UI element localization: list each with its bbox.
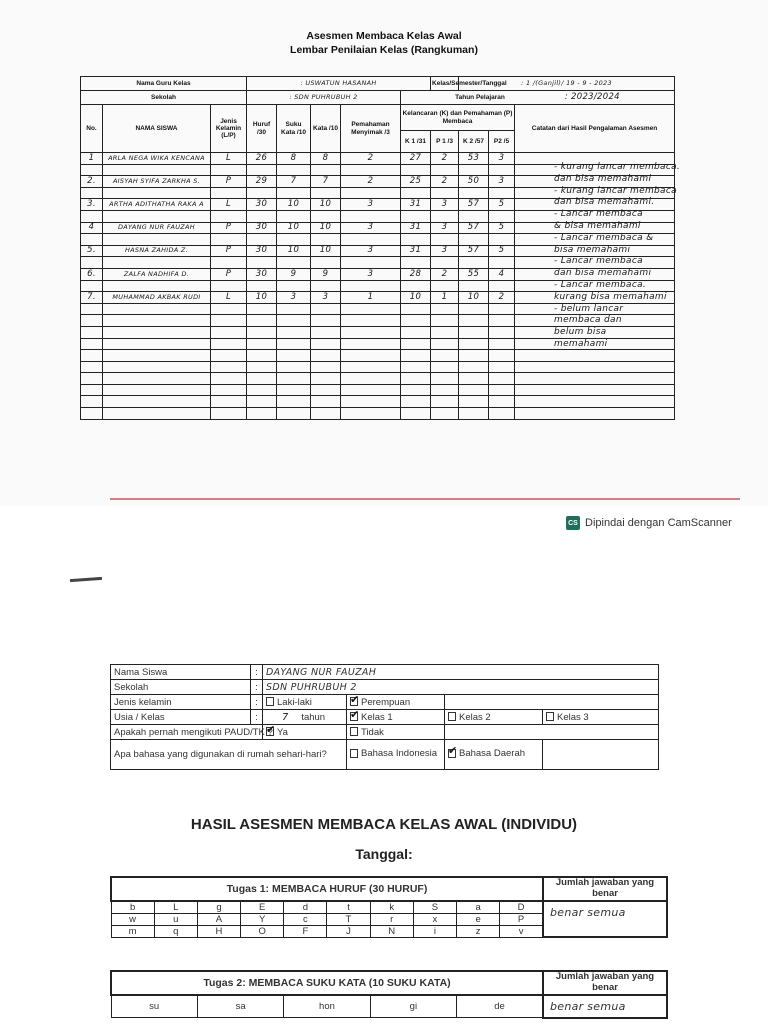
header-pemahaman: Pemahaman Menyimak /3 bbox=[341, 105, 401, 153]
usia-value-cell: 7 tahun bbox=[263, 710, 347, 725]
tahun-value: : 2023/2024 bbox=[564, 91, 620, 102]
header-p2: P2 /5 bbox=[489, 131, 515, 153]
note-line: - kurang lancar membaca bbox=[554, 185, 677, 196]
cell-p2: 3 bbox=[489, 176, 515, 188]
task1-answer: benar semua bbox=[543, 901, 667, 938]
cell-k1: 10 bbox=[401, 292, 431, 304]
table-row-blank bbox=[81, 350, 675, 362]
checkbox-bahasa-daerah[interactable] bbox=[448, 749, 456, 758]
cell-no: 7. bbox=[81, 292, 103, 304]
camscanner-icon: CS bbox=[566, 516, 580, 530]
task1-title: Tugas 1: MEMBACA HURUF (30 HURUF) bbox=[111, 877, 543, 901]
table-header bbox=[81, 105, 675, 131]
letter-cell: S bbox=[413, 901, 456, 914]
letter-cell: T bbox=[327, 913, 370, 925]
cell-kata: 9 bbox=[311, 268, 341, 280]
cell-kata: 7 bbox=[311, 176, 341, 188]
letter-cell: r bbox=[370, 913, 413, 925]
note-line: dan bisa memahami. bbox=[554, 197, 655, 208]
note-line: bisa memahami bbox=[554, 244, 631, 255]
letter-cell: d bbox=[284, 901, 327, 914]
cell-k2: 10 bbox=[459, 292, 489, 304]
assessment-notes bbox=[554, 162, 734, 351]
usia-label: Usia / Kelas bbox=[111, 710, 251, 725]
cell-p1: 2 bbox=[431, 268, 459, 280]
cell-k1: 31 bbox=[401, 199, 431, 211]
table-row-blank bbox=[81, 408, 675, 420]
note-line: dan bisa memahami bbox=[554, 173, 652, 184]
cell-pem: 2 bbox=[341, 176, 401, 188]
letter-cell: O bbox=[241, 925, 284, 937]
note-line: - kurang lancar membaca. bbox=[554, 162, 681, 172]
header-kata: Kata /10 bbox=[311, 105, 341, 153]
sekolah-value: : SDN PUHRUBUH 2 bbox=[247, 91, 401, 105]
checkbox-kelas-1[interactable] bbox=[350, 712, 358, 721]
letter-cell: i bbox=[413, 925, 456, 937]
header-k2: K 2 /57 bbox=[459, 131, 489, 153]
cell-huruf: 29 bbox=[247, 176, 277, 188]
info-row-sekolah bbox=[81, 91, 675, 105]
checkbox-perempuan[interactable] bbox=[350, 697, 358, 706]
task2-title: Tugas 2: MEMBACA SUKU KATA (10 SUKU KATA) bbox=[111, 971, 543, 995]
letter-cell: E bbox=[241, 901, 284, 914]
note-line: membaca dan bbox=[554, 315, 622, 326]
header-no: No. bbox=[81, 105, 103, 153]
table-row-blank bbox=[81, 396, 675, 408]
cell-k1: 31 bbox=[401, 222, 431, 234]
cell-pem: 3 bbox=[341, 199, 401, 211]
pen-mark bbox=[70, 577, 102, 582]
cell-jk: L bbox=[211, 199, 247, 211]
info-row-guru bbox=[81, 77, 675, 91]
cell-pem: 3 bbox=[341, 245, 401, 257]
cell-no: 5. bbox=[81, 245, 103, 257]
cell-nama: DAYANG NUR FAUZAH bbox=[103, 222, 211, 234]
page-separator bbox=[110, 498, 740, 500]
bahasa-option-indonesia: Bahasa Indonesia bbox=[347, 740, 445, 770]
header-huruf: Huruf /30 bbox=[247, 105, 277, 153]
cell-k1: 27 bbox=[401, 153, 431, 165]
jk-option-perempuan: ✔ Perempuan bbox=[347, 695, 445, 710]
cell-k1: 31 bbox=[401, 245, 431, 257]
individual-title: HASIL ASESMEN MEMBACA KELAS AWAL (INDIVIDU) bbox=[190, 816, 578, 833]
page-subtitle: Lembar Penilaian Kelas (Rangkuman) bbox=[290, 44, 478, 56]
paud-option-ya: ✔ Ya bbox=[263, 725, 347, 740]
cell-suku: 10 bbox=[277, 199, 311, 211]
cell-suku: 7 bbox=[277, 176, 311, 188]
checkbox-tidak[interactable] bbox=[350, 727, 358, 736]
cell-p1: 1 bbox=[431, 292, 459, 304]
camscanner-watermark bbox=[566, 514, 732, 532]
cell-k2: 55 bbox=[459, 268, 489, 280]
cell-jk: L bbox=[211, 292, 247, 304]
cell-nama: HASNA ZAHIDA Z. bbox=[103, 245, 211, 257]
cell-pem: 2 bbox=[341, 153, 401, 165]
checkbox-ya[interactable] bbox=[266, 727, 274, 736]
task2-jumlah-header: Jumlah jawaban yang benar bbox=[543, 971, 667, 995]
letter-row bbox=[111, 901, 667, 914]
cell-nama: ARLA NEGA WIKA KENCANA bbox=[103, 153, 211, 165]
checkbox-kelas-3[interactable] bbox=[546, 712, 554, 721]
cell-suku: 9 bbox=[277, 268, 311, 280]
cell-no: 3. bbox=[81, 199, 103, 211]
letter-cell: A bbox=[197, 913, 240, 925]
task1-table bbox=[110, 876, 668, 938]
letter-cell: w bbox=[111, 913, 154, 925]
date-label: Tanggal: bbox=[355, 846, 413, 862]
header-suku: Suku Kata /10 bbox=[277, 105, 311, 153]
cell-huruf: 26 bbox=[247, 153, 277, 165]
note-line: - Lancar membaca bbox=[554, 209, 643, 220]
cell-huruf: 30 bbox=[247, 245, 277, 257]
cell-no: 6. bbox=[81, 268, 103, 280]
cell-kata: 3 bbox=[311, 292, 341, 304]
checkbox-kelas-2[interactable] bbox=[448, 712, 456, 721]
student-identity-table: Nama Siswa : DAYANG NUR FAUZAH Sekolah : SDN PUHRUBUH 2 Jenis kelamin : Laki-laki ✔ Perempuan Usia / Kelas : 7 tahun ✔ Kelas 1 Kelas 2 Kelas 3 Apakah pernah mengikuti PAUD/TK ? ✔ Ya Tidak Apa bahasa yang digunakan di rumah sehari-hari? Bahasa Indonesia ✔ Bahasa Daerah bbox=[110, 664, 659, 770]
cell-pem: 3 bbox=[341, 222, 401, 234]
cell-kata: 10 bbox=[311, 199, 341, 211]
letter-cell: g bbox=[197, 901, 240, 914]
cell-p1: 2 bbox=[431, 153, 459, 165]
note-line: - Lancar membaca bbox=[554, 256, 643, 267]
note-line: - Lancar membaca. bbox=[554, 279, 647, 290]
cell-pem: 1 bbox=[341, 292, 401, 304]
cell-no: 4 bbox=[81, 222, 103, 234]
cell-k2: 57 bbox=[459, 245, 489, 257]
cell-huruf: 30 bbox=[247, 222, 277, 234]
note-line: memahami bbox=[554, 338, 608, 349]
syllable-cell: su bbox=[111, 995, 197, 1018]
header-k1: K 1 /31 bbox=[401, 131, 431, 153]
letter-cell: H bbox=[197, 925, 240, 937]
cell-suku: 10 bbox=[277, 245, 311, 257]
cell-jk: P bbox=[211, 245, 247, 257]
cell-k2: 57 bbox=[459, 222, 489, 234]
cell-p1: 3 bbox=[431, 245, 459, 257]
cell-p2: 5 bbox=[489, 199, 515, 211]
letter-cell: m bbox=[111, 925, 154, 937]
jk-label: Jenis kelamin bbox=[111, 695, 251, 710]
letter-cell: q bbox=[154, 925, 197, 937]
letter-cell: k bbox=[370, 901, 413, 914]
cell-k1: 28 bbox=[401, 268, 431, 280]
kelas-option-1: ✔ Kelas 1 bbox=[347, 710, 445, 725]
page-title: Asesmen Membaca Kelas Awal bbox=[306, 30, 462, 42]
guru-label: Nama Guru Kelas bbox=[81, 77, 247, 91]
letter-cell: z bbox=[457, 925, 500, 937]
cell-nama: ARTHA ADITHATHA RAKA A bbox=[103, 199, 211, 211]
kelas-option-3: Kelas 3 bbox=[543, 710, 659, 725]
cell-p1: 2 bbox=[431, 176, 459, 188]
task1-jumlah-header: Jumlah jawaban yang benar bbox=[543, 877, 667, 901]
letter-cell: t bbox=[327, 901, 370, 914]
letter-cell: J bbox=[327, 925, 370, 937]
cell-pem: 3 bbox=[341, 268, 401, 280]
individual-page bbox=[0, 540, 768, 1024]
syllable-cell: hon bbox=[284, 995, 370, 1018]
letter-cell: u bbox=[154, 913, 197, 925]
cell-suku: 3 bbox=[277, 292, 311, 304]
note-line: kurang bisa memahami bbox=[554, 291, 667, 302]
letter-cell: L bbox=[154, 901, 197, 914]
checkbox-bahasa-indonesia[interactable] bbox=[350, 749, 358, 758]
cell-nama: MUHAMMAD AKBAK RUDI bbox=[103, 292, 211, 304]
checkbox-laki[interactable] bbox=[266, 697, 274, 706]
task2-table bbox=[110, 970, 668, 1019]
nama-label: Nama Siswa bbox=[111, 665, 251, 680]
letter-cell: x bbox=[413, 913, 456, 925]
cell-k1: 25 bbox=[401, 176, 431, 188]
cell-nama: ZALFA NADHIFA D. bbox=[103, 268, 211, 280]
cell-k2: 50 bbox=[459, 176, 489, 188]
cell-huruf: 30 bbox=[247, 199, 277, 211]
letter-cell: P bbox=[500, 913, 543, 925]
letter-cell: v bbox=[500, 925, 543, 937]
nama-value: DAYANG NUR FAUZAH bbox=[263, 665, 659, 680]
guru-value: : USWATUN HASANAH bbox=[247, 77, 431, 91]
camscanner-label: Dipindai dengan CamScanner bbox=[585, 517, 732, 529]
cell-no: 1 bbox=[81, 153, 103, 165]
letter-cell: e bbox=[457, 913, 500, 925]
kelas-label: Kelas/Semester/Tanggal bbox=[431, 77, 459, 91]
cell-jk: P bbox=[211, 268, 247, 280]
note-line: dan bisa memahami bbox=[554, 268, 652, 279]
cell-huruf: 10 bbox=[247, 292, 277, 304]
cell-p1: 3 bbox=[431, 199, 459, 211]
cell-kata: 10 bbox=[311, 245, 341, 257]
header-kelancaran: Kelancaran (K) dan Pemahaman (P) Membaca bbox=[401, 105, 515, 131]
bahasa-label: Apa bahasa yang digunakan di rumah sehari-hari? bbox=[111, 740, 347, 770]
cell-kata: 10 bbox=[311, 222, 341, 234]
cell-jk: P bbox=[211, 176, 247, 188]
sekolah-value: SDN PUHRUBUH 2 bbox=[263, 680, 659, 695]
header-nama: NAMA SISWA bbox=[103, 105, 211, 153]
table-row-blank bbox=[81, 384, 675, 396]
cell-no: 2. bbox=[81, 176, 103, 188]
cell-k2: 57 bbox=[459, 199, 489, 211]
syllable-cell: de bbox=[457, 995, 543, 1018]
jk-option-laki: Laki-laki bbox=[263, 695, 347, 710]
cell-p2: 4 bbox=[489, 268, 515, 280]
syllable-cell: sa bbox=[197, 995, 283, 1018]
note-line: - belum lancar bbox=[554, 303, 624, 314]
table-row-blank bbox=[81, 373, 675, 385]
sekolah-label: Sekolah bbox=[81, 91, 247, 105]
header-p1: P 1 /3 bbox=[431, 131, 459, 153]
paud-label: Apakah pernah mengikuti PAUD/TK ? bbox=[111, 725, 263, 740]
letter-cell: c bbox=[284, 913, 327, 925]
cell-suku: 10 bbox=[277, 222, 311, 234]
letter-cell: D bbox=[500, 901, 543, 914]
kelas-option-2: Kelas 2 bbox=[445, 710, 543, 725]
letter-cell: Y bbox=[241, 913, 284, 925]
cell-suku: 8 bbox=[277, 153, 311, 165]
sekolah-label: Sekolah bbox=[111, 680, 251, 695]
tahun-cell bbox=[401, 91, 675, 105]
syllable-cell: gi bbox=[370, 995, 456, 1018]
letter-cell: F bbox=[284, 925, 327, 937]
cell-p2: 5 bbox=[489, 222, 515, 234]
kelas-value: : 1 /(Ganjil)/ 19 - 9 - 2023 bbox=[459, 77, 675, 91]
table-row-blank bbox=[81, 361, 675, 373]
cell-p1: 3 bbox=[431, 222, 459, 234]
note-line: & bisa memahami bbox=[554, 220, 641, 231]
note-line: belum bisa bbox=[554, 327, 607, 338]
header-catatan: Catatan dari Hasil Pengalaman Asesmen bbox=[515, 105, 675, 153]
cell-p2: 3 bbox=[489, 153, 515, 165]
paud-option-tidak: Tidak bbox=[347, 725, 445, 740]
cell-p2: 2 bbox=[489, 292, 515, 304]
cell-k2: 53 bbox=[459, 153, 489, 165]
bahasa-option-daerah: ✔ Bahasa Daerah bbox=[445, 740, 543, 770]
cell-jk: L bbox=[211, 153, 247, 165]
cell-kata: 8 bbox=[311, 153, 341, 165]
tahun-label: Tahun Pelajaran bbox=[455, 93, 505, 101]
cell-jk: P bbox=[211, 222, 247, 234]
letter-cell: a bbox=[457, 901, 500, 914]
cell-p2: 5 bbox=[489, 245, 515, 257]
cell-huruf: 30 bbox=[247, 268, 277, 280]
header-jenis: Jenis Kelamin (L/P) bbox=[211, 105, 247, 153]
letter-cell: N bbox=[370, 925, 413, 937]
note-line: - Lancar membaca & bbox=[554, 232, 654, 243]
cell-nama: AISYAH SYIFA ZARKHA S. bbox=[103, 176, 211, 188]
usia-value: 7 bbox=[282, 711, 289, 723]
summary-page bbox=[0, 0, 768, 506]
task2-answer: benar semua bbox=[543, 995, 667, 1018]
letter-cell: b bbox=[111, 901, 154, 914]
